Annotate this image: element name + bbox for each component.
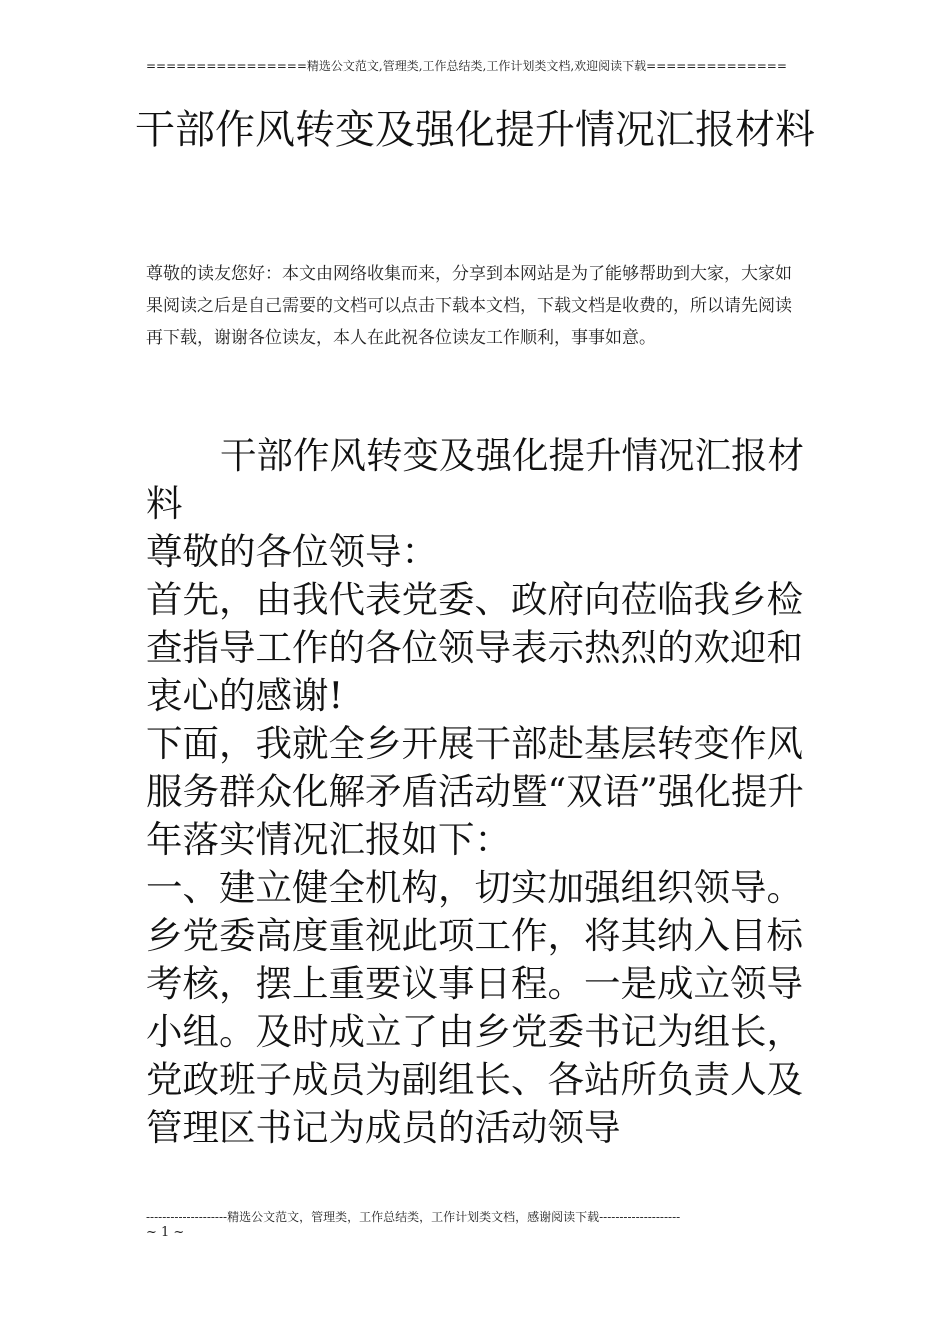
paragraph-welcome: 首先，由我代表党委、政府向莅临我乡检查指导工作的各位领导表示热烈的欢迎和衷心的感谢! — [146, 578, 803, 717]
paragraph-intro: 下面，我就全乡开展干部赴基层转变作风服务群众化解矛盾活动暨“双语”强化提升年落实情况汇报如下： — [146, 722, 804, 861]
section-heading-1: 一、建立健全机构，切实加强组织领导。 — [146, 866, 803, 909]
body-title: 干部作风转变及强化提升情况汇报材料 — [146, 434, 804, 525]
footer-banner: --------------------精选公文范文，管理类，工作总结类，工作计划类文档，感谢阅读下载-------------------- — [146, 1210, 681, 1224]
document-title: 干部作风转变及强化提升情况汇报材料 — [135, 107, 815, 153]
reader-notice: 尊敬的读友您好：本文由网络收集而来，分享到本网站是为了能够帮助到大家，大家如果阅读之后是自己需要的文档可以点击下载本文档，下载文档是收费的，所以请先阅读再下载，谢谢各位读友，本人在此祝各位读友工作顺利，事事如意。 — [146, 264, 792, 348]
header-banner: ================精选公文范文,管理类,工作总结类,工作计划类文档,欢迎阅读下载============== — [146, 59, 787, 73]
salutation: 尊敬的各位领导： — [146, 530, 438, 573]
page-number: ~ 1 ~ — [146, 1225, 185, 1240]
document-body — [146, 432, 818, 1152]
paragraph-section-1: 乡党委高度重视此项工作，将其纳入目标考核，摆上重要议事日程。一是成立领导小组。及时成立了由乡党委书记为组长，党政班子成员为副组长、各站所负责人及管理区书记为成员的活动领导 — [146, 914, 803, 1149]
